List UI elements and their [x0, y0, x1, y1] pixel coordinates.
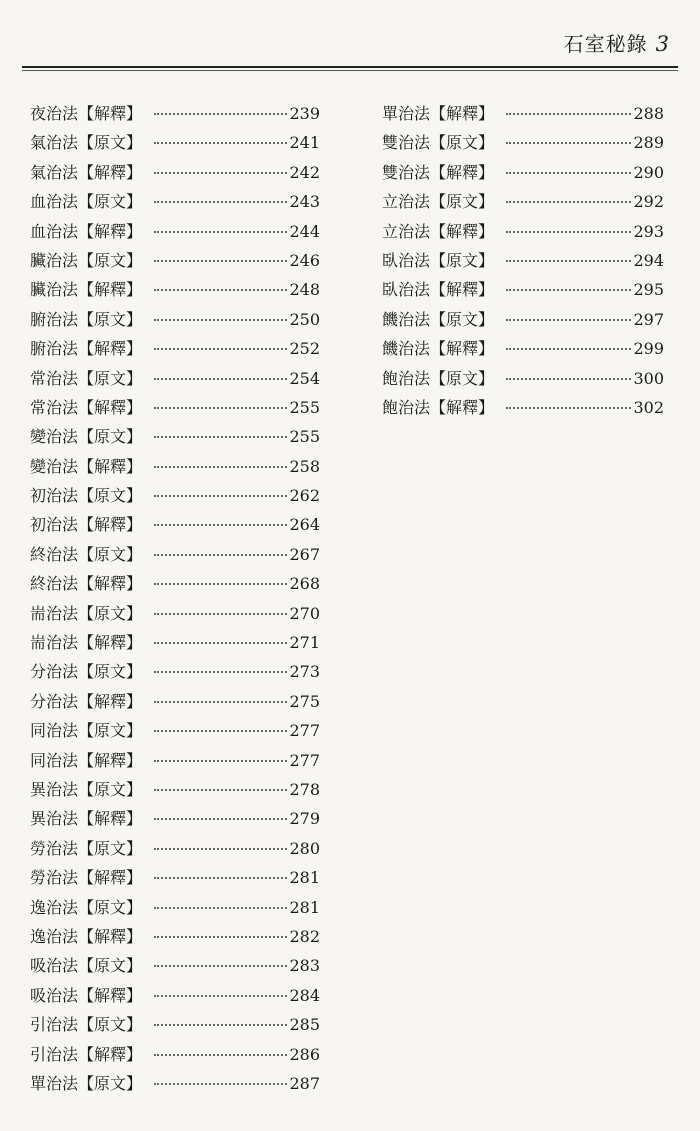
dot-leader: [506, 289, 631, 291]
toc-entry-page: 281: [289, 868, 320, 888]
toc-entry: [30, 336, 320, 365]
toc-entry-label: 血治法【原文】: [30, 192, 143, 212]
toc-entry: [382, 101, 664, 130]
toc-entry: [30, 130, 320, 159]
dot-leader: [506, 260, 631, 262]
toc-entry: [30, 806, 320, 835]
toc-entry-label: 飽治法【解釋】: [382, 397, 495, 417]
toc-entry-page: 242: [289, 162, 320, 182]
dot-leader: [154, 1054, 287, 1056]
toc-entry-page: 277: [289, 721, 320, 741]
toc-entry-label: 變治法【原文】: [30, 427, 143, 447]
dot-leader: [506, 172, 631, 174]
toc-entry-page: 255: [289, 397, 320, 417]
dot-leader: [154, 848, 287, 850]
dot-leader: [154, 907, 287, 909]
dot-leader: [154, 260, 287, 262]
toc-entry: [30, 1071, 320, 1100]
toc-entry-page: 252: [289, 339, 320, 359]
toc-entry: [382, 248, 664, 277]
dot-leader: [154, 583, 287, 585]
dot-leader: [154, 348, 287, 350]
toc-entry-page: 271: [289, 633, 320, 653]
toc-entry-label: 異治法【解釋】: [30, 809, 143, 829]
dot-leader: [506, 319, 631, 321]
dot-leader: [154, 407, 287, 409]
toc-entry-label: 血治法【解釋】: [30, 221, 143, 241]
toc-entry-label: 雙治法【原文】: [382, 133, 495, 153]
toc-entry: [30, 219, 320, 248]
toc-entry-page: 278: [289, 779, 320, 799]
page-number: 3: [655, 32, 670, 56]
toc-entry-page: 287: [289, 1073, 320, 1093]
toc-entry-label: 耑治法【原文】: [30, 603, 143, 623]
toc-entry: [30, 777, 320, 806]
toc-entry: [30, 1042, 320, 1071]
toc-entry-label: 同治法【解釋】: [30, 750, 143, 770]
toc-entry-page: 295: [633, 280, 664, 300]
toc-entry-page: 286: [289, 1044, 320, 1064]
toc-entry: [30, 512, 320, 541]
toc-entry-page: 267: [289, 544, 320, 564]
toc-entry: [30, 659, 320, 688]
toc-entry-page: 297: [633, 309, 664, 329]
toc-entry: [30, 307, 320, 336]
toc-entry-label: 單治法【原文】: [30, 1073, 143, 1093]
toc-entry: [30, 748, 320, 777]
dot-leader: [154, 818, 287, 820]
toc-entry-label: 立治法【解釋】: [382, 221, 495, 241]
toc-entry: [30, 924, 320, 953]
header-rule-thin: [22, 70, 678, 71]
toc-entry-page: 288: [633, 104, 664, 123]
toc-entry-label: 終治法【原文】: [30, 544, 143, 564]
toc-entry-label: 異治法【原文】: [30, 779, 143, 799]
toc-entry: [30, 983, 320, 1012]
dot-leader: [506, 378, 631, 380]
toc-entry-page: 281: [289, 897, 320, 917]
toc-entry-page: 289: [633, 133, 664, 153]
toc-entry: [30, 483, 320, 512]
toc-entry-page: 285: [289, 1015, 320, 1035]
dot-leader: [506, 201, 631, 203]
toc-entry: [382, 189, 664, 218]
toc-entry: [30, 160, 320, 189]
toc-entry-page: 283: [289, 956, 320, 976]
toc-entry-label: 腑治法【原文】: [30, 309, 143, 329]
toc-entry: [30, 248, 320, 277]
dot-leader: [506, 142, 631, 144]
toc-entry-label: 腑治法【解釋】: [30, 339, 143, 359]
toc-entry-page: 250: [289, 309, 320, 329]
toc-entry-page: 241: [289, 133, 320, 153]
dot-leader: [154, 730, 287, 732]
toc-entry: [30, 689, 320, 718]
toc-entry-label: 氣治法【原文】: [30, 133, 143, 153]
toc-entry: [30, 454, 320, 483]
toc-entry: [30, 395, 320, 424]
toc-entry: [30, 366, 320, 395]
toc-entry-page: 244: [289, 221, 320, 241]
toc-entry-label: 逸治法【原文】: [30, 897, 143, 917]
toc-entry-label: 逸治法【解釋】: [30, 926, 143, 946]
toc-entry-label: 初治法【解釋】: [30, 515, 143, 535]
toc-entry-label: 單治法【解釋】: [382, 104, 495, 123]
toc-entry: [30, 895, 320, 924]
toc-entry-label: 勞治法【解釋】: [30, 868, 143, 888]
toc-entry: [30, 189, 320, 218]
toc-entry: [30, 953, 320, 982]
toc-entry-page: 294: [633, 250, 664, 270]
toc-entry-label: 常治法【解釋】: [30, 397, 143, 417]
toc-entry-page: 246: [289, 250, 320, 270]
toc-entry-page: 248: [289, 280, 320, 300]
toc-entry: [30, 424, 320, 453]
toc-entry-label: 分治法【原文】: [30, 662, 143, 682]
toc-entry: [30, 718, 320, 747]
toc-entry-label: 臥治法【原文】: [382, 250, 495, 270]
toc-entry-page: 254: [289, 368, 320, 388]
toc-entry-page: 300: [633, 368, 664, 388]
toc-entry-label: 耑治法【解釋】: [30, 633, 143, 653]
dot-leader: [154, 524, 287, 526]
toc-entry-page: 277: [289, 750, 320, 770]
toc-entry-page: 273: [289, 662, 320, 682]
toc-entry-label: 分治法【解釋】: [30, 691, 143, 711]
toc-entry-label: 立治法【原文】: [382, 192, 495, 212]
toc-entry: [30, 1012, 320, 1041]
toc-entry-label: 臥治法【解釋】: [382, 280, 495, 300]
dot-leader: [154, 1083, 287, 1085]
toc-entry-page: 284: [289, 985, 320, 1005]
book-title: 石室秘錄: [563, 32, 648, 56]
toc-entry-label: 饑治法【解釋】: [382, 339, 495, 359]
dot-leader: [154, 289, 287, 291]
toc-entry-label: 吸治法【原文】: [30, 956, 143, 976]
toc-entry: [30, 836, 320, 865]
toc-entry-page: 243: [289, 192, 320, 212]
toc-entry-page: 255: [289, 427, 320, 447]
toc-entry: [382, 160, 664, 189]
toc-entry-label: 臟治法【解釋】: [30, 280, 143, 300]
dot-leader: [154, 760, 287, 762]
toc-entry-page: 302: [633, 397, 664, 417]
header-rule: [22, 66, 678, 68]
toc-entry: [30, 277, 320, 306]
dot-leader: [154, 1024, 287, 1026]
toc-entry-page: 292: [633, 192, 664, 212]
dot-leader: [154, 378, 287, 380]
dot-leader: [154, 613, 287, 615]
dot-leader: [154, 142, 287, 144]
toc-entry-label: 同治法【原文】: [30, 721, 143, 741]
dot-leader: [154, 466, 287, 468]
dot-leader: [154, 172, 287, 174]
toc-entry-page: 258: [289, 456, 320, 476]
dot-leader: [154, 671, 287, 673]
dot-leader: [506, 113, 631, 115]
toc-entry: [382, 336, 664, 365]
dot-leader: [154, 495, 287, 497]
toc-entry: [382, 307, 664, 336]
toc-column-right: [382, 101, 664, 424]
toc-entry-page: 282: [289, 926, 320, 946]
dot-leader: [154, 995, 287, 997]
dot-leader: [154, 319, 287, 321]
toc-entry-page: 264: [289, 515, 320, 535]
toc-entry: [382, 130, 664, 159]
toc-entry: [382, 277, 664, 306]
dot-leader: [154, 113, 287, 115]
toc-entry: [382, 395, 664, 424]
dot-leader: [154, 936, 287, 938]
toc-entry-label: 吸治法【解釋】: [30, 985, 143, 1005]
toc-entry: [30, 571, 320, 600]
toc-entry-label: 夜治法【解釋】: [30, 104, 143, 123]
dot-leader: [154, 701, 287, 703]
toc-entry-label: 引治法【原文】: [30, 1015, 143, 1035]
dot-leader: [154, 231, 287, 233]
dot-leader: [154, 201, 287, 203]
toc-entry-label: 引治法【解釋】: [30, 1044, 143, 1064]
dot-leader: [506, 231, 631, 233]
toc-entry: [382, 219, 664, 248]
dot-leader: [154, 965, 287, 967]
dot-leader: [154, 642, 287, 644]
toc-entry-label: 常治法【原文】: [30, 368, 143, 388]
toc-entry: [382, 366, 664, 395]
toc-entry-page: 293: [633, 221, 664, 241]
dot-leader: [154, 877, 287, 879]
toc-entry: [30, 601, 320, 630]
dot-leader: [506, 348, 631, 350]
toc-entry-label: 氣治法【解釋】: [30, 162, 143, 182]
toc-entry-label: 饑治法【原文】: [382, 309, 495, 329]
toc-entry-label: 飽治法【原文】: [382, 368, 495, 388]
toc-entry: [30, 101, 320, 130]
toc-entry-label: 臟治法【原文】: [30, 250, 143, 270]
toc-column-left: [30, 101, 320, 1100]
running-header: [564, 28, 670, 57]
toc-entry: [30, 630, 320, 659]
toc-entry-page: 239: [289, 104, 320, 123]
dot-leader: [154, 554, 287, 556]
toc-entry: [30, 865, 320, 894]
toc-entry-page: 279: [289, 809, 320, 829]
toc-entry-page: 268: [289, 574, 320, 594]
toc-entry-page: 262: [289, 486, 320, 506]
dot-leader: [154, 436, 287, 438]
toc-entry-label: 初治法【原文】: [30, 486, 143, 506]
toc-entry: [30, 542, 320, 571]
toc-entry-label: 變治法【解釋】: [30, 456, 143, 476]
toc-entry-page: 280: [289, 838, 320, 858]
dot-leader: [154, 789, 287, 791]
toc-entry-label: 終治法【解釋】: [30, 574, 143, 594]
toc-entry-page: 290: [633, 162, 664, 182]
dot-leader: [506, 407, 631, 409]
toc-entry-page: 275: [289, 691, 320, 711]
toc-entry-label: 勞治法【原文】: [30, 838, 143, 858]
toc-entry-page: 270: [289, 603, 320, 623]
toc-entry-page: 299: [633, 339, 664, 359]
toc-entry-label: 雙治法【解釋】: [382, 162, 495, 182]
